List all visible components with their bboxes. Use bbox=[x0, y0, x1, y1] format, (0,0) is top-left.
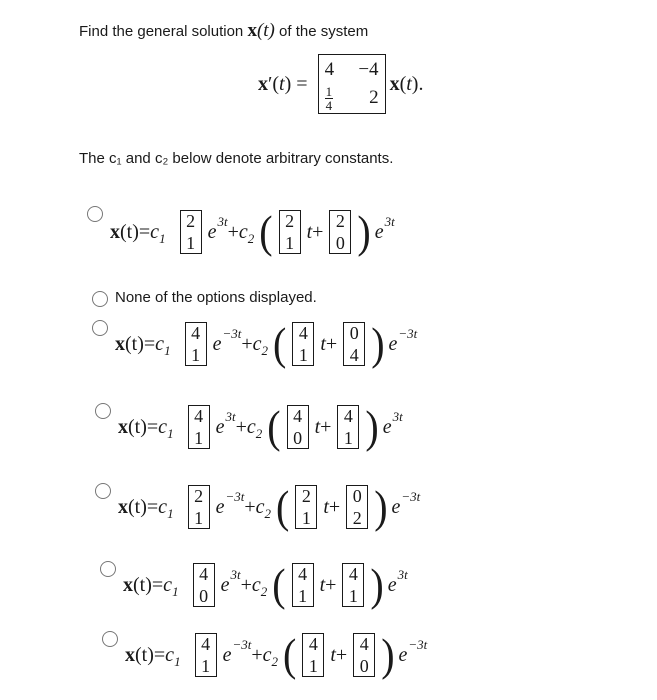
x-symbol: x bbox=[125, 643, 135, 666]
x-symbol: x bbox=[118, 495, 128, 518]
option-text-2[interactable]: None of the options displayed. bbox=[115, 289, 317, 306]
t-argument: (t) bbox=[120, 220, 139, 243]
exp-base: e bbox=[220, 573, 230, 596]
generalized-vector bbox=[346, 485, 368, 529]
plus-sign: + bbox=[240, 573, 252, 596]
c1-constant: $c_1$ bbox=[163, 573, 179, 599]
plus-sign: + bbox=[251, 643, 263, 666]
x-symbol: x bbox=[110, 220, 120, 243]
c1-subscript: 1 bbox=[167, 505, 174, 521]
option-radio-1[interactable] bbox=[87, 206, 103, 222]
matrix-a11: 4 bbox=[324, 59, 335, 80]
option-formula-6[interactable] bbox=[123, 558, 408, 611]
prompt-suffix: of the system bbox=[274, 23, 369, 40]
right-paren: ) bbox=[365, 400, 379, 453]
plus-sign: + bbox=[241, 332, 253, 355]
generalized-vector bbox=[343, 322, 365, 366]
eigenvector-a-entry: 1 bbox=[298, 586, 308, 606]
c1-constant: $c_1$ bbox=[158, 495, 174, 521]
t-argument: (t) bbox=[128, 495, 147, 518]
c2-constant: $c_2$ bbox=[262, 643, 279, 669]
matrix-a12: −4 bbox=[358, 59, 379, 80]
c1-subscript: 1 bbox=[167, 425, 174, 441]
c1-subscript: 1 bbox=[159, 230, 166, 246]
generalized-vector-entry: 4 bbox=[349, 345, 359, 365]
t-variable: t bbox=[323, 495, 329, 518]
eigenvector-1-entry: 1 bbox=[201, 656, 211, 676]
x-symbol: x bbox=[115, 332, 125, 355]
exp-base: e bbox=[212, 332, 222, 355]
c1-constant: $c_1$ bbox=[150, 220, 166, 246]
right-paren: ) bbox=[374, 480, 388, 533]
generalized-vector-entry: 4 bbox=[359, 634, 369, 654]
equals-sign: = bbox=[143, 332, 156, 355]
exponent-2: 3t bbox=[392, 409, 403, 424]
matrix-a21: $\frac{1}{4}$ bbox=[325, 83, 333, 113]
eigenvector-a bbox=[295, 485, 317, 529]
exponent-1: −3t bbox=[225, 489, 245, 504]
t-variable: t bbox=[330, 643, 336, 666]
right-paren: ) bbox=[371, 317, 385, 370]
c2-constant: $c_2$ bbox=[255, 495, 272, 521]
generalized-vector bbox=[329, 210, 351, 254]
plus-sign: + bbox=[328, 495, 341, 518]
eigenvector-a-entry: 1 bbox=[308, 656, 318, 676]
right-paren: ) bbox=[370, 558, 384, 611]
eigenvector-a-entry: 2 bbox=[301, 486, 311, 506]
eigenvector-1-entry: 4 bbox=[201, 634, 211, 654]
c2-subscript: 2 bbox=[255, 425, 263, 441]
exp-base: e bbox=[207, 220, 217, 243]
option-radio-3[interactable] bbox=[92, 320, 108, 336]
exponent-2: −3t bbox=[408, 637, 428, 652]
eigenvector-1 bbox=[185, 322, 207, 366]
plus-sign: + bbox=[335, 643, 348, 666]
exp-base: e bbox=[391, 495, 401, 518]
t-variable: t bbox=[319, 573, 326, 596]
c1-constant: $c_1$ bbox=[158, 415, 174, 441]
constants-note: The c₁ and c₂ below denote arbitrary constants. bbox=[79, 150, 394, 167]
left-paren: ( bbox=[259, 205, 273, 258]
eigenvector-a-entry: 4 bbox=[293, 406, 303, 426]
c2-subscript: 2 bbox=[264, 505, 272, 521]
exponent-2: −3t bbox=[398, 326, 418, 341]
generalized-vector bbox=[353, 633, 375, 677]
exponent-1: 3t bbox=[217, 214, 228, 229]
eigenvector-1 bbox=[180, 210, 202, 254]
eigenvector-a bbox=[292, 322, 314, 366]
x-symbol: x bbox=[123, 573, 133, 596]
c2-constant: $c_2$ bbox=[238, 220, 255, 246]
c1-constant: $c_1$ bbox=[155, 332, 171, 358]
exponent-1: −3t bbox=[222, 326, 242, 341]
exponent-1: 3t bbox=[230, 567, 241, 582]
option-formula-5[interactable] bbox=[118, 480, 421, 533]
equals-sign: = bbox=[151, 573, 164, 596]
exponent-1: 3t bbox=[225, 409, 236, 424]
t-argument: (t) bbox=[125, 332, 144, 355]
equals-sign: = bbox=[153, 643, 166, 666]
right-paren: ) bbox=[381, 628, 395, 681]
c2-subscript: 2 bbox=[247, 230, 255, 246]
generalized-vector-entry: 0 bbox=[335, 233, 345, 253]
plus-sign: + bbox=[325, 573, 337, 596]
eigenvector-a bbox=[287, 405, 309, 449]
c2-subscript: 2 bbox=[271, 653, 279, 669]
exponent-1: −3t bbox=[232, 637, 252, 652]
left-paren: ( bbox=[273, 317, 287, 370]
exponent-2: 3t bbox=[397, 567, 408, 582]
eigenvector-1-entry: 0 bbox=[199, 586, 209, 606]
generalized-vector-entry: 0 bbox=[359, 656, 369, 676]
left-paren: ( bbox=[276, 480, 290, 533]
generalized-vector-entry: 1 bbox=[343, 428, 353, 448]
eigenvector-a-entry: 1 bbox=[285, 233, 295, 253]
system-lhs: x′(t) = bbox=[258, 72, 308, 95]
eigenvector-a bbox=[292, 563, 314, 607]
system-equation bbox=[258, 54, 423, 114]
exp-base: e bbox=[215, 415, 225, 438]
coefficient-matrix bbox=[318, 54, 386, 114]
eigenvector-1 bbox=[188, 405, 210, 449]
left-paren: ( bbox=[267, 400, 281, 453]
exp-base: e bbox=[388, 332, 398, 355]
eigenvector-1-entry: 2 bbox=[194, 486, 204, 506]
c1-subscript: 1 bbox=[164, 342, 171, 358]
left-paren: ( bbox=[283, 628, 297, 681]
c1-subscript: 1 bbox=[174, 653, 181, 669]
t-argument: (t) bbox=[128, 415, 147, 438]
generalized-vector-entry: 4 bbox=[343, 406, 353, 426]
c1-subscript: 1 bbox=[172, 583, 179, 599]
option-radio-7[interactable] bbox=[102, 631, 118, 647]
eigenvector-1-entry: 4 bbox=[191, 323, 201, 343]
exp-base: e bbox=[215, 495, 225, 518]
eigenvector-a-entry: 2 bbox=[285, 211, 295, 231]
generalized-vector bbox=[337, 405, 359, 449]
eigenvector-a-entry: 1 bbox=[301, 508, 311, 528]
plus-sign: + bbox=[235, 415, 247, 438]
system-rhs: x(t). bbox=[389, 72, 424, 95]
eigenvector-a-entry: 0 bbox=[293, 428, 303, 448]
eigenvector-1 bbox=[188, 485, 210, 529]
eigenvector-1-entry: 1 bbox=[194, 428, 204, 448]
eigenvector-1-entry: 2 bbox=[186, 211, 196, 231]
eigenvector-1-entry: 1 bbox=[186, 233, 196, 253]
eigenvector-a-entry: 4 bbox=[298, 564, 308, 584]
option-formula-7[interactable] bbox=[125, 628, 428, 681]
eigenvector-1 bbox=[195, 633, 217, 677]
option-radio-5[interactable] bbox=[95, 483, 111, 499]
eigenvector-1-entry: 4 bbox=[194, 406, 204, 426]
option-formula-1[interactable] bbox=[110, 205, 395, 258]
exp-base: e bbox=[382, 415, 392, 438]
t-argument: (t) bbox=[135, 643, 154, 666]
plus-sign: + bbox=[312, 220, 324, 243]
matrix-a22: 2 bbox=[369, 87, 379, 108]
eigenvector-1 bbox=[193, 563, 215, 607]
generalized-vector-entry: 2 bbox=[352, 508, 362, 528]
exp-base: e bbox=[222, 643, 232, 666]
exp-base: e bbox=[398, 643, 408, 666]
plus-sign: + bbox=[325, 332, 338, 355]
prompt-variable: x(t) bbox=[247, 20, 275, 41]
c2-constant: $c_2$ bbox=[251, 573, 268, 599]
c1-constant: $c_1$ bbox=[165, 643, 181, 669]
exp-base: e bbox=[387, 573, 397, 596]
t-argument: (t) bbox=[133, 573, 152, 596]
plus-sign: + bbox=[227, 220, 239, 243]
t-variable: t bbox=[320, 332, 326, 355]
t-variable: t bbox=[314, 415, 321, 438]
generalized-vector-entry: 2 bbox=[335, 211, 345, 231]
eigenvector-a bbox=[302, 633, 324, 677]
t-variable: t bbox=[306, 220, 313, 243]
eigenvector-a-entry: 4 bbox=[298, 323, 308, 343]
equals-sign: = bbox=[146, 415, 159, 438]
exp-base: e bbox=[374, 220, 384, 243]
eigenvector-1-entry: 1 bbox=[191, 345, 201, 365]
generalized-vector-entry: 1 bbox=[348, 586, 358, 606]
exponent-2: 3t bbox=[384, 214, 395, 229]
option-radio-2[interactable] bbox=[92, 291, 108, 307]
option-radio-4[interactable] bbox=[95, 403, 111, 419]
option-radio-6[interactable] bbox=[100, 561, 116, 577]
generalized-vector-entry: 4 bbox=[348, 564, 358, 584]
exponent-2: −3t bbox=[401, 489, 421, 504]
plus-sign: + bbox=[244, 495, 256, 518]
eigenvector-a-entry: 1 bbox=[298, 345, 308, 365]
eigenvector-1-entry: 1 bbox=[194, 508, 204, 528]
generalized-vector bbox=[342, 563, 364, 607]
equals-sign: = bbox=[138, 220, 151, 243]
equals-sign: = bbox=[146, 495, 159, 518]
c2-constant: $c_2$ bbox=[252, 332, 269, 358]
prompt-prefix: Find the general solution bbox=[79, 23, 248, 40]
eigenvector-a-entry: 4 bbox=[308, 634, 318, 654]
option-formula-4[interactable] bbox=[118, 400, 403, 453]
c2-subscript: 2 bbox=[260, 583, 268, 599]
c2-subscript: 2 bbox=[261, 342, 269, 358]
option-formula-3[interactable] bbox=[115, 317, 418, 370]
generalized-vector-entry: 0 bbox=[349, 323, 359, 343]
x-symbol: x bbox=[118, 415, 128, 438]
c2-constant: $c_2$ bbox=[246, 415, 263, 441]
eigenvector-1-entry: 4 bbox=[199, 564, 209, 584]
right-paren: ) bbox=[357, 205, 371, 258]
question-prompt bbox=[79, 20, 368, 42]
plus-sign: + bbox=[320, 415, 332, 438]
eigenvector-a bbox=[279, 210, 301, 254]
generalized-vector-entry: 0 bbox=[352, 486, 362, 506]
left-paren: ( bbox=[272, 558, 286, 611]
